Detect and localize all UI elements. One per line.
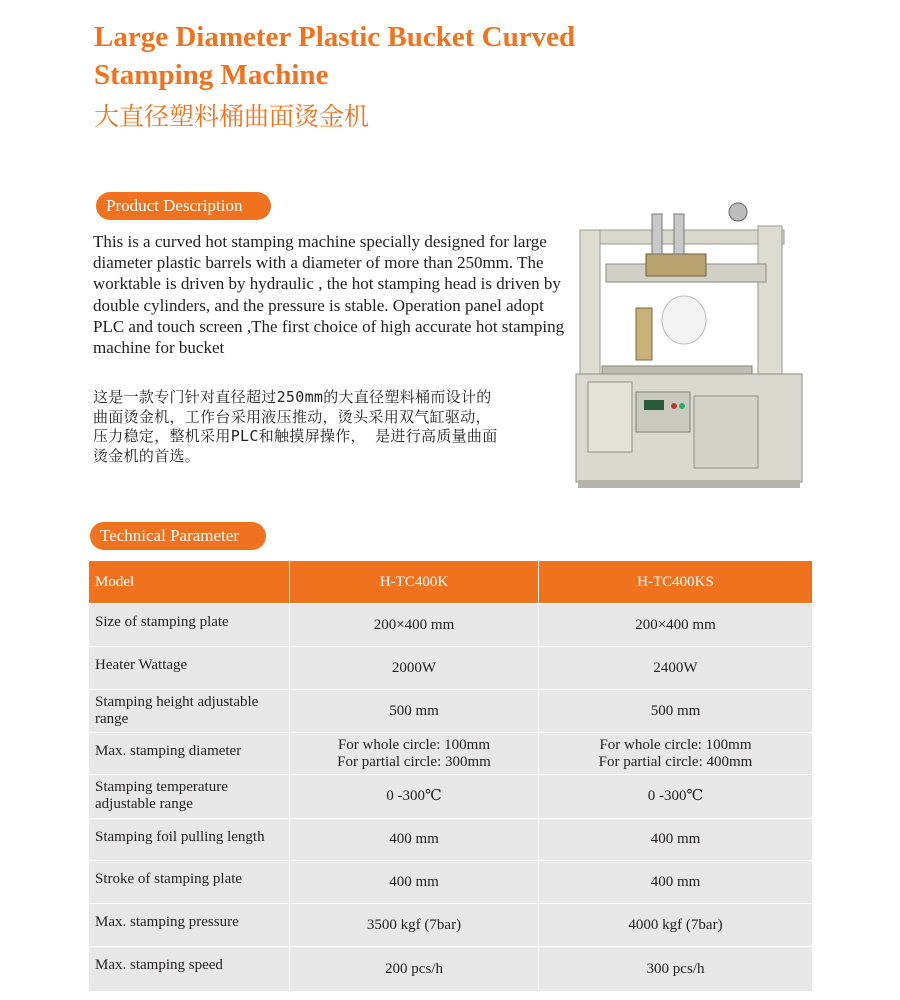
row-value-2: 0 -300℃ bbox=[539, 775, 813, 819]
table-row bbox=[89, 904, 813, 947]
description-english: This is a curved hot stamping machine specially designed for large diameter plastic barrels with a diameter of more than 250mm. The worktable is driven by hydraulic , the hot stamping head is driven by double cylinders, and the pressure is stable. Operation panel adopt PLC and touch screen ,The first choice of high accurate hot stamping machine for bucket bbox=[93, 232, 565, 358]
header-model: Model bbox=[89, 561, 290, 604]
row-label: Max. stamping pressure bbox=[89, 904, 290, 947]
base-plinth bbox=[578, 480, 800, 488]
header-model-1: H-TC400K bbox=[290, 561, 539, 604]
header-model-2: H-TC400KS bbox=[539, 561, 813, 604]
control-panel bbox=[636, 392, 690, 432]
row-value-1 bbox=[290, 733, 539, 775]
row-label: Size of stamping plate bbox=[89, 604, 290, 647]
row-label: Max. stamping diameter bbox=[89, 733, 290, 775]
cylinder-left bbox=[652, 214, 662, 254]
display-screen bbox=[644, 400, 664, 410]
table-row bbox=[89, 690, 813, 733]
row-value-2: 200×400 mm bbox=[539, 604, 813, 647]
row-value-2: 300 pcs/h bbox=[539, 947, 813, 992]
row-value-1: 400 mm bbox=[290, 861, 539, 904]
row-value-1: 200×400 mm bbox=[290, 604, 539, 647]
row-label: Stroke of stamping plate bbox=[89, 861, 290, 904]
row-value-1: 0 -300℃ bbox=[290, 775, 539, 819]
table-row bbox=[89, 733, 813, 775]
bucket bbox=[662, 296, 706, 344]
row-label: Stamping foil pulling length bbox=[89, 819, 290, 861]
left-column bbox=[580, 230, 600, 390]
right-door bbox=[694, 396, 758, 468]
row-value-2: 4000 kgf (7bar) bbox=[539, 904, 813, 947]
value-partial-circle: For partial circle: 300mm bbox=[337, 753, 491, 770]
cylinder-right bbox=[674, 214, 684, 254]
table-row bbox=[89, 947, 813, 992]
row-value-2: 400 mm bbox=[539, 819, 813, 861]
cabinet-door bbox=[588, 382, 632, 452]
support-arm bbox=[636, 308, 652, 360]
page-title-chinese: 大直径塑料桶曲面烫金机 bbox=[94, 102, 370, 131]
row-label: Stamping temperature adjustable range bbox=[89, 775, 290, 819]
value-whole-circle: For whole circle: 100mm bbox=[599, 736, 752, 753]
row-value-2: 500 mm bbox=[539, 690, 813, 733]
table-row bbox=[89, 819, 813, 861]
row-value-1: 200 pcs/h bbox=[290, 947, 539, 992]
row-value-2: 2400W bbox=[539, 647, 813, 690]
indicator-red bbox=[671, 403, 677, 409]
machine-photo bbox=[566, 196, 812, 498]
stamping-head bbox=[646, 254, 706, 276]
row-label: Stamping height adjustable range bbox=[89, 690, 290, 733]
row-label: Heater Wattage bbox=[89, 647, 290, 690]
table-header-row bbox=[89, 561, 813, 604]
row-value-1: 400 mm bbox=[290, 819, 539, 861]
page-title: Large Diameter Plastic Bucket Curved Stamping Machine bbox=[94, 21, 576, 91]
technical-parameter-table bbox=[88, 560, 813, 992]
value-whole-circle: For whole circle: 100mm bbox=[337, 736, 491, 753]
foil-roll-top bbox=[729, 203, 747, 221]
row-value-1: 500 mm bbox=[290, 690, 539, 733]
table-row bbox=[89, 775, 813, 819]
right-column bbox=[758, 226, 782, 396]
row-value-2 bbox=[539, 733, 813, 775]
table-row bbox=[89, 647, 813, 690]
row-label: Max. stamping speed bbox=[89, 947, 290, 992]
product-description-label: Product Description bbox=[96, 192, 271, 220]
row-value-2: 400 mm bbox=[539, 861, 813, 904]
indicator-green bbox=[679, 403, 685, 409]
description-chinese: 这是一款专门针对直径超过250mm的大直径塑料桶而设计的曲面烫金机，工作台采用液压推动，烫头采用双气缸驱动，压力稳定，整机采用PLC和触摸屏操作， 是进行高质量曲面烫金机的首选。 bbox=[93, 388, 498, 465]
table-row bbox=[89, 604, 813, 647]
value-partial-circle: For partial circle: 400mm bbox=[598, 753, 753, 770]
table-row bbox=[89, 861, 813, 904]
technical-parameter-label: Technical Parameter bbox=[90, 522, 266, 550]
row-value-1: 2000W bbox=[290, 647, 539, 690]
row-value-1: 3500 kgf (7bar) bbox=[290, 904, 539, 947]
